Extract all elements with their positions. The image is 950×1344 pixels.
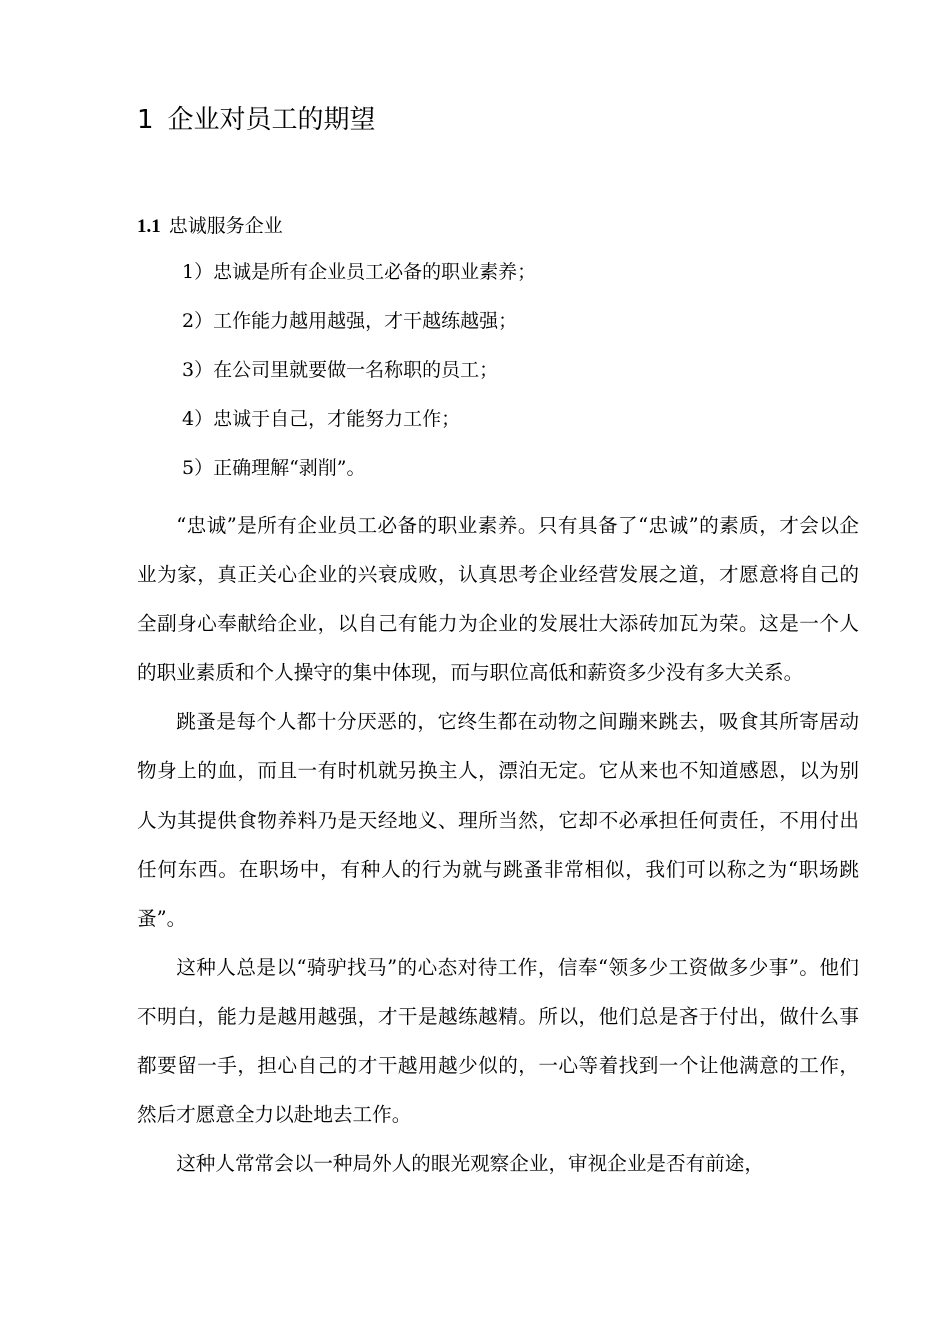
list-item: 3）在公司里就要做一名称职的员工； xyxy=(182,359,499,381)
paragraph: 跳蚤是每个人都十分厌恶的，它终生都在动物之间蹦来跳去，吸食其所寄居动物身上的血，而且一有时机就另换主人，漂泊无定。它从来也不知道感恩，以为别人为其提供食物养料乃是天经地义、理所当然，它却不必承担任何责任，不用付出任何东西。在职场中，有种人的行为就与跳蚤非常相似，我们可以称之为“职场跳蚤”。 xyxy=(137,710,859,930)
list-item: 2）工作能力越用越强，才干越练越强； xyxy=(182,310,518,332)
paragraph: 这种人常常会以一种局外人的眼光观察企业，审视企业是否有前途， xyxy=(176,1152,764,1176)
paragraph: 这种人总是以“骑驴找马”的心态对待工作，信奉“领多少工资做多少事”。他们不明白，能力是越用越强，才干是越练越精。所以，他们总是吝于付出，做什么事都要留一手，担心自己的才干越用越少似的，一心等着找到一个让他满意的工作，然后才愿意全力以赴地去工作。 xyxy=(137,955,859,1127)
chapter-number: 1 xyxy=(137,105,154,135)
chapter-title: 企业对员工的期望 xyxy=(167,105,376,135)
list-item: 1）忠诚是所有企业员工必备的职业素养； xyxy=(182,261,537,283)
list-item: 5）正确理解“剥削”。 xyxy=(182,457,366,479)
numbered-list xyxy=(182,254,536,499)
body-text xyxy=(137,501,859,1188)
chapter-heading xyxy=(137,100,376,140)
section-title: 忠诚服务企业 xyxy=(168,215,283,237)
paragraph: “忠诚”是所有企业员工必备的职业素养。只有具备了“忠诚”的素质，才会以企业为家，真正关心企业的兴衰成败，认真思考企业经营发展之道，才愿意将自己的全副身心奉献给企业，以自己有能力为企业的发展壮大添砖加瓦为荣。这是一个人的职业素质和个人操守的集中体现，而与职位高低和薪资多少没有多大关系。 xyxy=(137,514,859,685)
list-item: 4）忠诚于自己，才能努力工作； xyxy=(182,408,461,430)
section-number: 1.1 xyxy=(137,216,161,237)
section-heading xyxy=(137,208,283,245)
